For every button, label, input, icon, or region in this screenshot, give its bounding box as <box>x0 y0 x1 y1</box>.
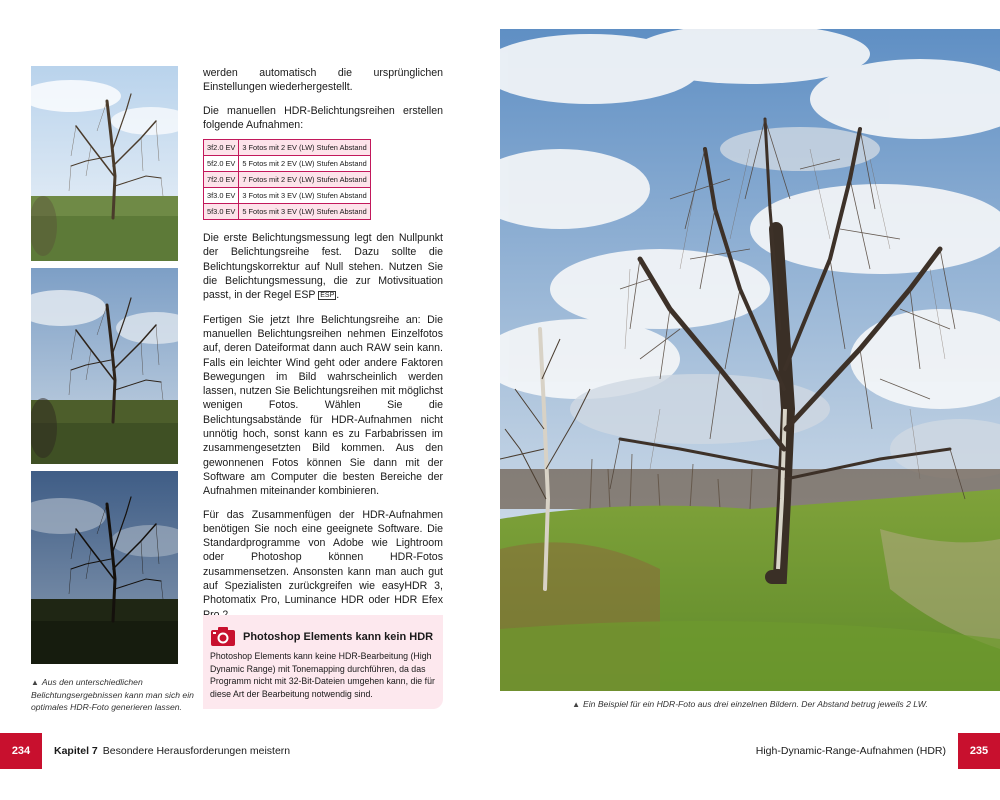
camera-tip-icon <box>210 625 236 647</box>
table-cell-desc: 3 Fotos mit 3 EV (LW) Stufen Abstand <box>239 188 370 204</box>
esp-metering-icon: ESP <box>320 292 335 300</box>
table-cell-code: 3f3.0 EV <box>204 188 239 204</box>
chapter-footer <box>54 745 290 757</box>
page-number-right: 235 <box>958 733 1000 769</box>
table-row <box>204 140 371 156</box>
paragraph-1: werden automatisch die ursprünglichen Einstellungen wiederhergestellt. <box>203 67 443 94</box>
paragraph-4: Fertigen Sie jetzt Ihre Belichtungsreihe an: Die manuellen Belichtungsreihen nehmen Einzelfotos auf, deren Dateiformat dann auch RAW sein kann. Falls ein leichter Wind geht oder andere Faktoren Bewegungen im Bild wahrscheinlich werden lassen, nutzen Sie Belichtungsreihen mit möglichst wenigen Fotos. Wählen Sie die Belichtungsabstände für HDR-Aufnahmen nicht unnötig hoch, sonst kann es zu Farbabrissen im zusammengesetzten Bild kommen. Aus den gewonnenen Fotos können Sie dann mit der Software am Computer die besten Bereiche der Aufnahmen miteinander kombinieren. <box>203 313 443 498</box>
table-cell-desc: 3 Fotos mit 2 EV (LW) Stufen Abstand <box>239 140 370 156</box>
bracketing-table <box>203 139 371 220</box>
photo-exposure-dark <box>31 471 178 664</box>
triangle-up-icon: ▲ <box>572 700 581 709</box>
table-cell-code: 7f2.0 EV <box>204 172 239 188</box>
table-row <box>204 156 371 172</box>
paragraph-3: Die erste Belichtungsmessung legt den Nullpunkt der Belichtungsreihe fest. Dazu sollte die Belichtungskorrektur auf Null stehen. Nutzen Sie die Belichtungsmessung, die zur Motivsituation passt, in der Regel ESP ESP . <box>203 232 443 302</box>
left-photos-caption: ▲ Aus den unterschiedlichen Belichtungsergebnissen kann man sich ein optimales HDR-Foto generieren lassen. <box>31 677 194 712</box>
table-row <box>204 188 371 204</box>
triangle-up-icon: ▲ <box>31 678 39 687</box>
table-cell-code: 3f2.0 EV <box>204 140 239 156</box>
section-footer: High-Dynamic-Range-Aufnahmen (HDR) <box>755 745 946 757</box>
table-cell-desc: 5 Fotos mit 2 EV (LW) Stufen Abstand <box>239 156 370 172</box>
tip-box <box>203 615 443 709</box>
paragraph-5: Für das Zusammenfügen der HDR-Aufnahmen benötigen Sie noch eine geeignete Software. Die Standardprogramme von Adobe wie Lightroom oder Photoshop können HDR-Fotos zusammensetzen. Ansonsten kann man auch gut auf Spezialisten zurückgreifen wie easyHDR 3, Photomatix Pro, Luminance HDR oder HDR Efex <box>203 508 443 607</box>
chapter-title: Besondere Herausforderungen meistern <box>102 745 291 757</box>
right-photo-caption: ▲ Ein Beispiel für ein HDR-Foto aus drei einzelnen Bildern. Der Abstand betrug jeweils 2 LW. <box>572 699 928 709</box>
body-text-column <box>203 66 443 631</box>
hdr-example-photo <box>500 29 1000 691</box>
photo-exposure-bright <box>31 66 178 261</box>
tip-text: Photoshop Elements kann keine HDR-Bearbeitung (High Dynamic Range) mit Tonemapping durchführen, da das Programm nicht mit 32-Bit-Dateien umgehen kann, die für diese Art der Bearbeitung notwendig sind. <box>210 651 435 699</box>
table-cell-code: 5f2.0 EV <box>204 156 239 172</box>
table-row <box>204 172 371 188</box>
chapter-label: Kapitel 7 <box>54 745 98 757</box>
table-cell-desc: 5 Fotos mit 3 EV (LW) Stufen Abstand <box>239 204 370 220</box>
table-row <box>204 204 371 220</box>
table-cell-code: 5f3.0 EV <box>204 204 239 220</box>
page-number-left: 234 <box>0 733 42 769</box>
photo-exposure-normal <box>31 268 178 464</box>
paragraph-2: Die manuellen HDR-Belichtungsreihen erstellen folgende Aufnahmen: <box>203 104 443 131</box>
tip-title: Photoshop Elements kann kein HDR <box>243 631 434 643</box>
table-cell-desc: 7 Fotos mit 2 EV (LW) Stufen Abstand <box>239 172 370 188</box>
